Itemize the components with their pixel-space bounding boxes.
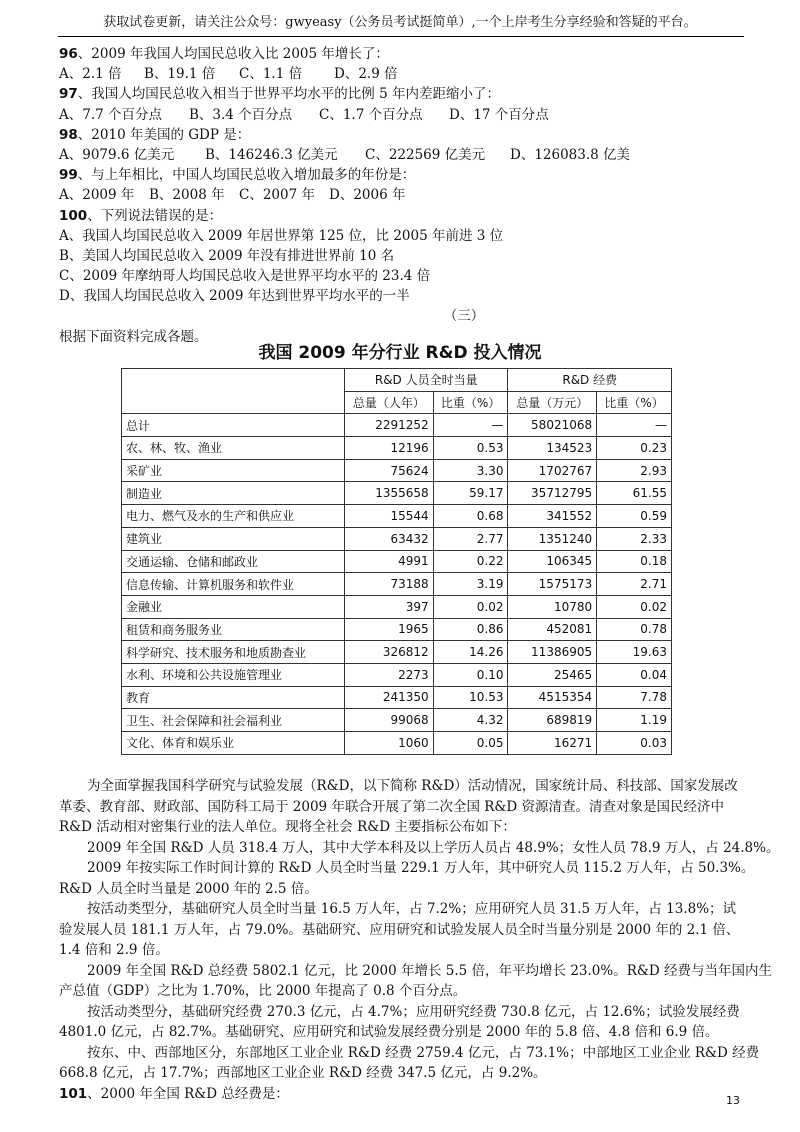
- value-cell: 58021068: [508, 414, 597, 437]
- value-cell: 4.32: [433, 709, 508, 732]
- question-number: 100: [59, 207, 88, 224]
- option-b: B、美国人均国民总收入 2009 年没有排进世界前 10 名: [59, 247, 395, 264]
- passage-line: 验发展人员 181.1 万人年，占 79.0%。基础研究、应用研究和试验发展人员全时当量分别是 2000 年的 2.1 倍、: [59, 921, 740, 938]
- table-row: [122, 527, 672, 550]
- value-cell: —: [433, 414, 508, 437]
- question-number: 99: [59, 167, 78, 184]
- table-row: [122, 414, 672, 437]
- industry-cell: 信息传输、计算机服务和软件业: [122, 573, 345, 596]
- value-cell: 0.23: [597, 437, 672, 460]
- passage-line: 668.8 亿元，占 17.7%；西部地区工业企业 R&D 经费 347.5 亿元，占 9.2%。: [59, 1065, 547, 1081]
- value-cell: 452081: [508, 618, 597, 641]
- passage-line: R&D 活动相对密集行业的法人单位。现将全社会 R&D 主要指标公布如下：: [59, 819, 516, 835]
- industry-cell: 交通运输、仓储和邮政业: [122, 550, 345, 573]
- question-98: [59, 125, 749, 145]
- passage-line: 革委、教育部、财政部、国防科工局于 2009 年联合开展了第二次全国 R&D 资源清查。清查对象是国民经济中: [59, 798, 725, 815]
- column-header: 比重（%）: [597, 391, 672, 414]
- passage-line: 2009 年按实际工作时间计算的 R&D 人员全时当量 229.1 万人年，其中研究人员 115.2 万人年，占 50.3%。: [87, 860, 755, 876]
- value-cell: 2273: [345, 663, 434, 686]
- industry-cell: 农、林、牧、渔业: [122, 437, 345, 460]
- value-cell: 35712795: [508, 482, 597, 505]
- table-row: [122, 505, 672, 528]
- industry-cell: 电力、燃气及水的生产和供应业: [122, 505, 345, 528]
- option-d: D、126083.8 亿美: [510, 146, 631, 163]
- value-cell: 99068: [345, 709, 434, 732]
- value-cell: 75624: [345, 459, 434, 482]
- options-97: [59, 105, 749, 125]
- value-cell: 0.02: [433, 595, 508, 618]
- option-c: C、222569 亿美元: [365, 146, 486, 163]
- passage-line: 2009 年全国 R&D 总经费 5802.1 亿元，比 2000 年增长 5.5 倍，年平均增长 23.0%。R&D 经费与当年国内生: [87, 962, 773, 979]
- passage-line: 2009 年全国 R&D 人员 318.4 万人，其中大学本科及以上学历人员占 48.9%；女性人员 78.9 万人，占 24.8%。: [87, 839, 780, 856]
- option-b: B、146246.3 亿美元: [205, 146, 338, 163]
- table-row: [122, 732, 672, 755]
- option-c: C、1.7 个百分点: [319, 106, 423, 123]
- passage-line: R&D 人员全时当量是 2000 年的 2.5 倍。: [59, 880, 318, 897]
- value-cell: 0.10: [433, 663, 508, 686]
- table-row: [122, 595, 672, 618]
- value-cell: 106345: [508, 550, 597, 573]
- option-a: A、我国人均国民总收入 2009 年居世界第 125 位，比 2005 年前进 3 位: [59, 227, 504, 244]
- value-cell: 1702767: [508, 459, 597, 482]
- option-b: B、2008 年: [149, 187, 225, 204]
- value-cell: 3.19: [433, 573, 508, 596]
- question-99: [59, 165, 749, 185]
- value-cell: 0.03: [597, 732, 672, 755]
- question-number: 96: [59, 46, 78, 62]
- value-cell: 2.77: [433, 527, 508, 550]
- personnel-header: R&D 人员全时当量: [345, 369, 508, 392]
- value-cell: 73188: [345, 573, 434, 596]
- industry-cell: 制造业: [122, 482, 345, 505]
- value-cell: 10.53: [433, 686, 508, 709]
- option-a: A、9079.6 亿美元: [59, 146, 175, 163]
- value-cell: —: [597, 414, 672, 437]
- table-row: [122, 550, 672, 573]
- passage-line: 按活动类型分，基础研究经费 270.3 亿元，占 4.7%；应用研究经费 730.8 亿元，占 12.6%；试验发展经费: [87, 1003, 740, 1020]
- option-b: B、19.1 倍: [144, 66, 216, 83]
- industry-cell: 金融业: [122, 595, 345, 618]
- value-cell: 12196: [345, 437, 434, 460]
- option-c: C、1.1 倍: [239, 66, 303, 83]
- column-header: 总量（人年）: [345, 391, 434, 414]
- industry-cell: 采矿业: [122, 459, 345, 482]
- value-cell: 1.19: [597, 709, 672, 732]
- option-d: D、17 个百分点: [449, 106, 549, 123]
- value-cell: 1060: [345, 732, 434, 755]
- passage-line: 产总值（GDP）之比为 1.70%，比 2000 年提高了 0.8 个百分点。: [59, 983, 467, 999]
- value-cell: 1355658: [345, 482, 434, 505]
- option-d: D、2006 年: [329, 187, 406, 204]
- value-cell: 0.68: [433, 505, 508, 528]
- header-divider: [58, 36, 744, 37]
- option-a: A、7.7 个百分点: [59, 106, 163, 123]
- value-cell: 0.18: [597, 550, 672, 573]
- question-block: [59, 44, 749, 347]
- question-number: 98: [59, 126, 78, 143]
- options-99: [59, 185, 749, 205]
- rd-investment-table: [121, 368, 672, 755]
- industry-cell: 教育: [122, 686, 345, 709]
- value-cell: 397: [345, 595, 434, 618]
- table-row: [122, 459, 672, 482]
- table-row: [122, 663, 672, 686]
- options-96: [59, 64, 749, 84]
- data-passage: [59, 776, 780, 1104]
- options-98: [59, 145, 749, 165]
- value-cell: 0.59: [597, 505, 672, 528]
- passage-line: 1.4 倍和 2.9 倍。: [59, 942, 169, 958]
- value-cell: 341552: [508, 505, 597, 528]
- value-cell: 15544: [345, 505, 434, 528]
- question-text: 、2009 年我国人均国民总收入比 2005 年增长了：: [77, 46, 389, 62]
- table-row: [122, 641, 672, 664]
- table-body: [122, 414, 672, 754]
- passage-line: 按活动类型分，基础研究人员全时当量 16.5 万人年，占 7.2%；应用研究人员 31.5 万人年，占 13.8%；试: [87, 901, 737, 917]
- question-text: 、我国人均国民总收入相当于世界平均水平的比例 5 年内差距缩小了：: [77, 86, 500, 103]
- industry-cell: 总计: [122, 414, 345, 437]
- question-number: 97: [59, 86, 78, 103]
- value-cell: 0.53: [433, 437, 508, 460]
- value-cell: 2.71: [597, 573, 672, 596]
- table-row: [122, 686, 672, 709]
- value-cell: 0.04: [597, 663, 672, 686]
- table-title: 我国 2009 年分行业 R&D 投入情况: [258, 343, 542, 363]
- question-100: [59, 206, 749, 226]
- industry-cell: 卫生、社会保障和社会福利业: [122, 709, 345, 732]
- value-cell: 1351240: [508, 527, 597, 550]
- value-cell: 16271: [508, 732, 597, 755]
- question-text: 、下列说法错误的是：: [87, 207, 223, 224]
- value-cell: 19.63: [597, 641, 672, 664]
- industry-cell: 水利、环境和公共设施管理业: [122, 663, 345, 686]
- value-cell: 63432: [345, 527, 434, 550]
- value-cell: 1965: [345, 618, 434, 641]
- value-cell: 0.86: [433, 618, 508, 641]
- passage-line: 按东、中、西部地区分，东部地区工业企业 R&D 经费 2759.4 亿元，占 73.1%；中部地区工业企业 R&D 经费: [87, 1044, 760, 1061]
- table-row: [122, 482, 672, 505]
- section-label: （三）: [443, 308, 485, 325]
- value-cell: 7.78: [597, 686, 672, 709]
- option-b: B、3.4 个百分点: [189, 106, 293, 123]
- value-cell: 0.78: [597, 618, 672, 641]
- industry-cell: 文化、体育和娱乐业: [122, 732, 345, 755]
- option-c: C、2009 年摩纳哥人均国民总收入是世界平均水平的 23.4 倍: [59, 268, 431, 285]
- question-text: 、2010 年美国的 GDP 是：: [77, 126, 251, 143]
- value-cell: 0.02: [597, 595, 672, 618]
- value-cell: 2.93: [597, 459, 672, 482]
- question-101: [59, 1084, 749, 1105]
- question-text: 、2000 年全国 R&D 总经费是：: [87, 1085, 289, 1102]
- option-d: D、2.9 倍: [334, 66, 398, 83]
- column-header: 总量（万元）: [508, 391, 597, 414]
- instructions: 根据下面资料完成各题。: [59, 328, 208, 345]
- value-cell: 2291252: [345, 414, 434, 437]
- category-header: [122, 369, 345, 414]
- option-a: A、2009 年: [59, 187, 135, 204]
- question-96: [59, 44, 749, 64]
- table-row: [122, 437, 672, 460]
- option-a: A、2.1 倍: [59, 66, 122, 83]
- value-cell: 689819: [508, 709, 597, 732]
- value-cell: 326812: [345, 641, 434, 664]
- page-number: 13: [726, 1094, 740, 1107]
- table-group-header-row: [122, 369, 672, 392]
- value-cell: 2.33: [597, 527, 672, 550]
- passage-line: 4801.0 亿元，占 82.7%。基础研究、应用研究和试验发展经费分别是 2000 年的 5.8 倍、4.8 倍和 6.9 倍。: [59, 1024, 719, 1040]
- industry-cell: 租赁和商务服务业: [122, 618, 345, 641]
- passage-line: 为全面掌握我国科学研究与试验发展（R&D，以下简称 R&D）活动情况，国家统计局、科技部、国家发展改: [87, 778, 738, 794]
- value-cell: 61.55: [597, 482, 672, 505]
- industry-cell: 建筑业: [122, 527, 345, 550]
- value-cell: 241350: [345, 686, 434, 709]
- table-row: [122, 618, 672, 641]
- table-row: [122, 573, 672, 596]
- value-cell: 3.30: [433, 459, 508, 482]
- value-cell: 134523: [508, 437, 597, 460]
- page-header: 获取试卷更新，请关注公众号：gwyeasy（公务员考试挺简单）,一个上岸考生分享经验和答疑的平台。: [103, 15, 697, 30]
- question-text: 、与上年相比，中国人均国民总收入增加最多的年份是：: [77, 167, 416, 184]
- column-header: 比重（%）: [433, 391, 508, 414]
- value-cell: 11386905: [508, 641, 597, 664]
- value-cell: 0.05: [433, 732, 508, 755]
- option-c: C、2007 年: [239, 187, 315, 204]
- value-cell: 0.22: [433, 550, 508, 573]
- value-cell: 4515354: [508, 686, 597, 709]
- value-cell: 25465: [508, 663, 597, 686]
- value-cell: 59.17: [433, 482, 508, 505]
- value-cell: 1575173: [508, 573, 597, 596]
- table-row: [122, 709, 672, 732]
- question-number: 101: [59, 1085, 88, 1102]
- question-97: [59, 84, 749, 104]
- funding-header: R&D 经费: [508, 369, 672, 392]
- option-d: D、我国人均国民总收入 2009 年达到世界平均水平的一半: [59, 288, 410, 305]
- industry-cell: 科学研究、技术服务和地质勘查业: [122, 641, 345, 664]
- value-cell: 14.26: [433, 641, 508, 664]
- value-cell: 10780: [508, 595, 597, 618]
- value-cell: 4991: [345, 550, 434, 573]
